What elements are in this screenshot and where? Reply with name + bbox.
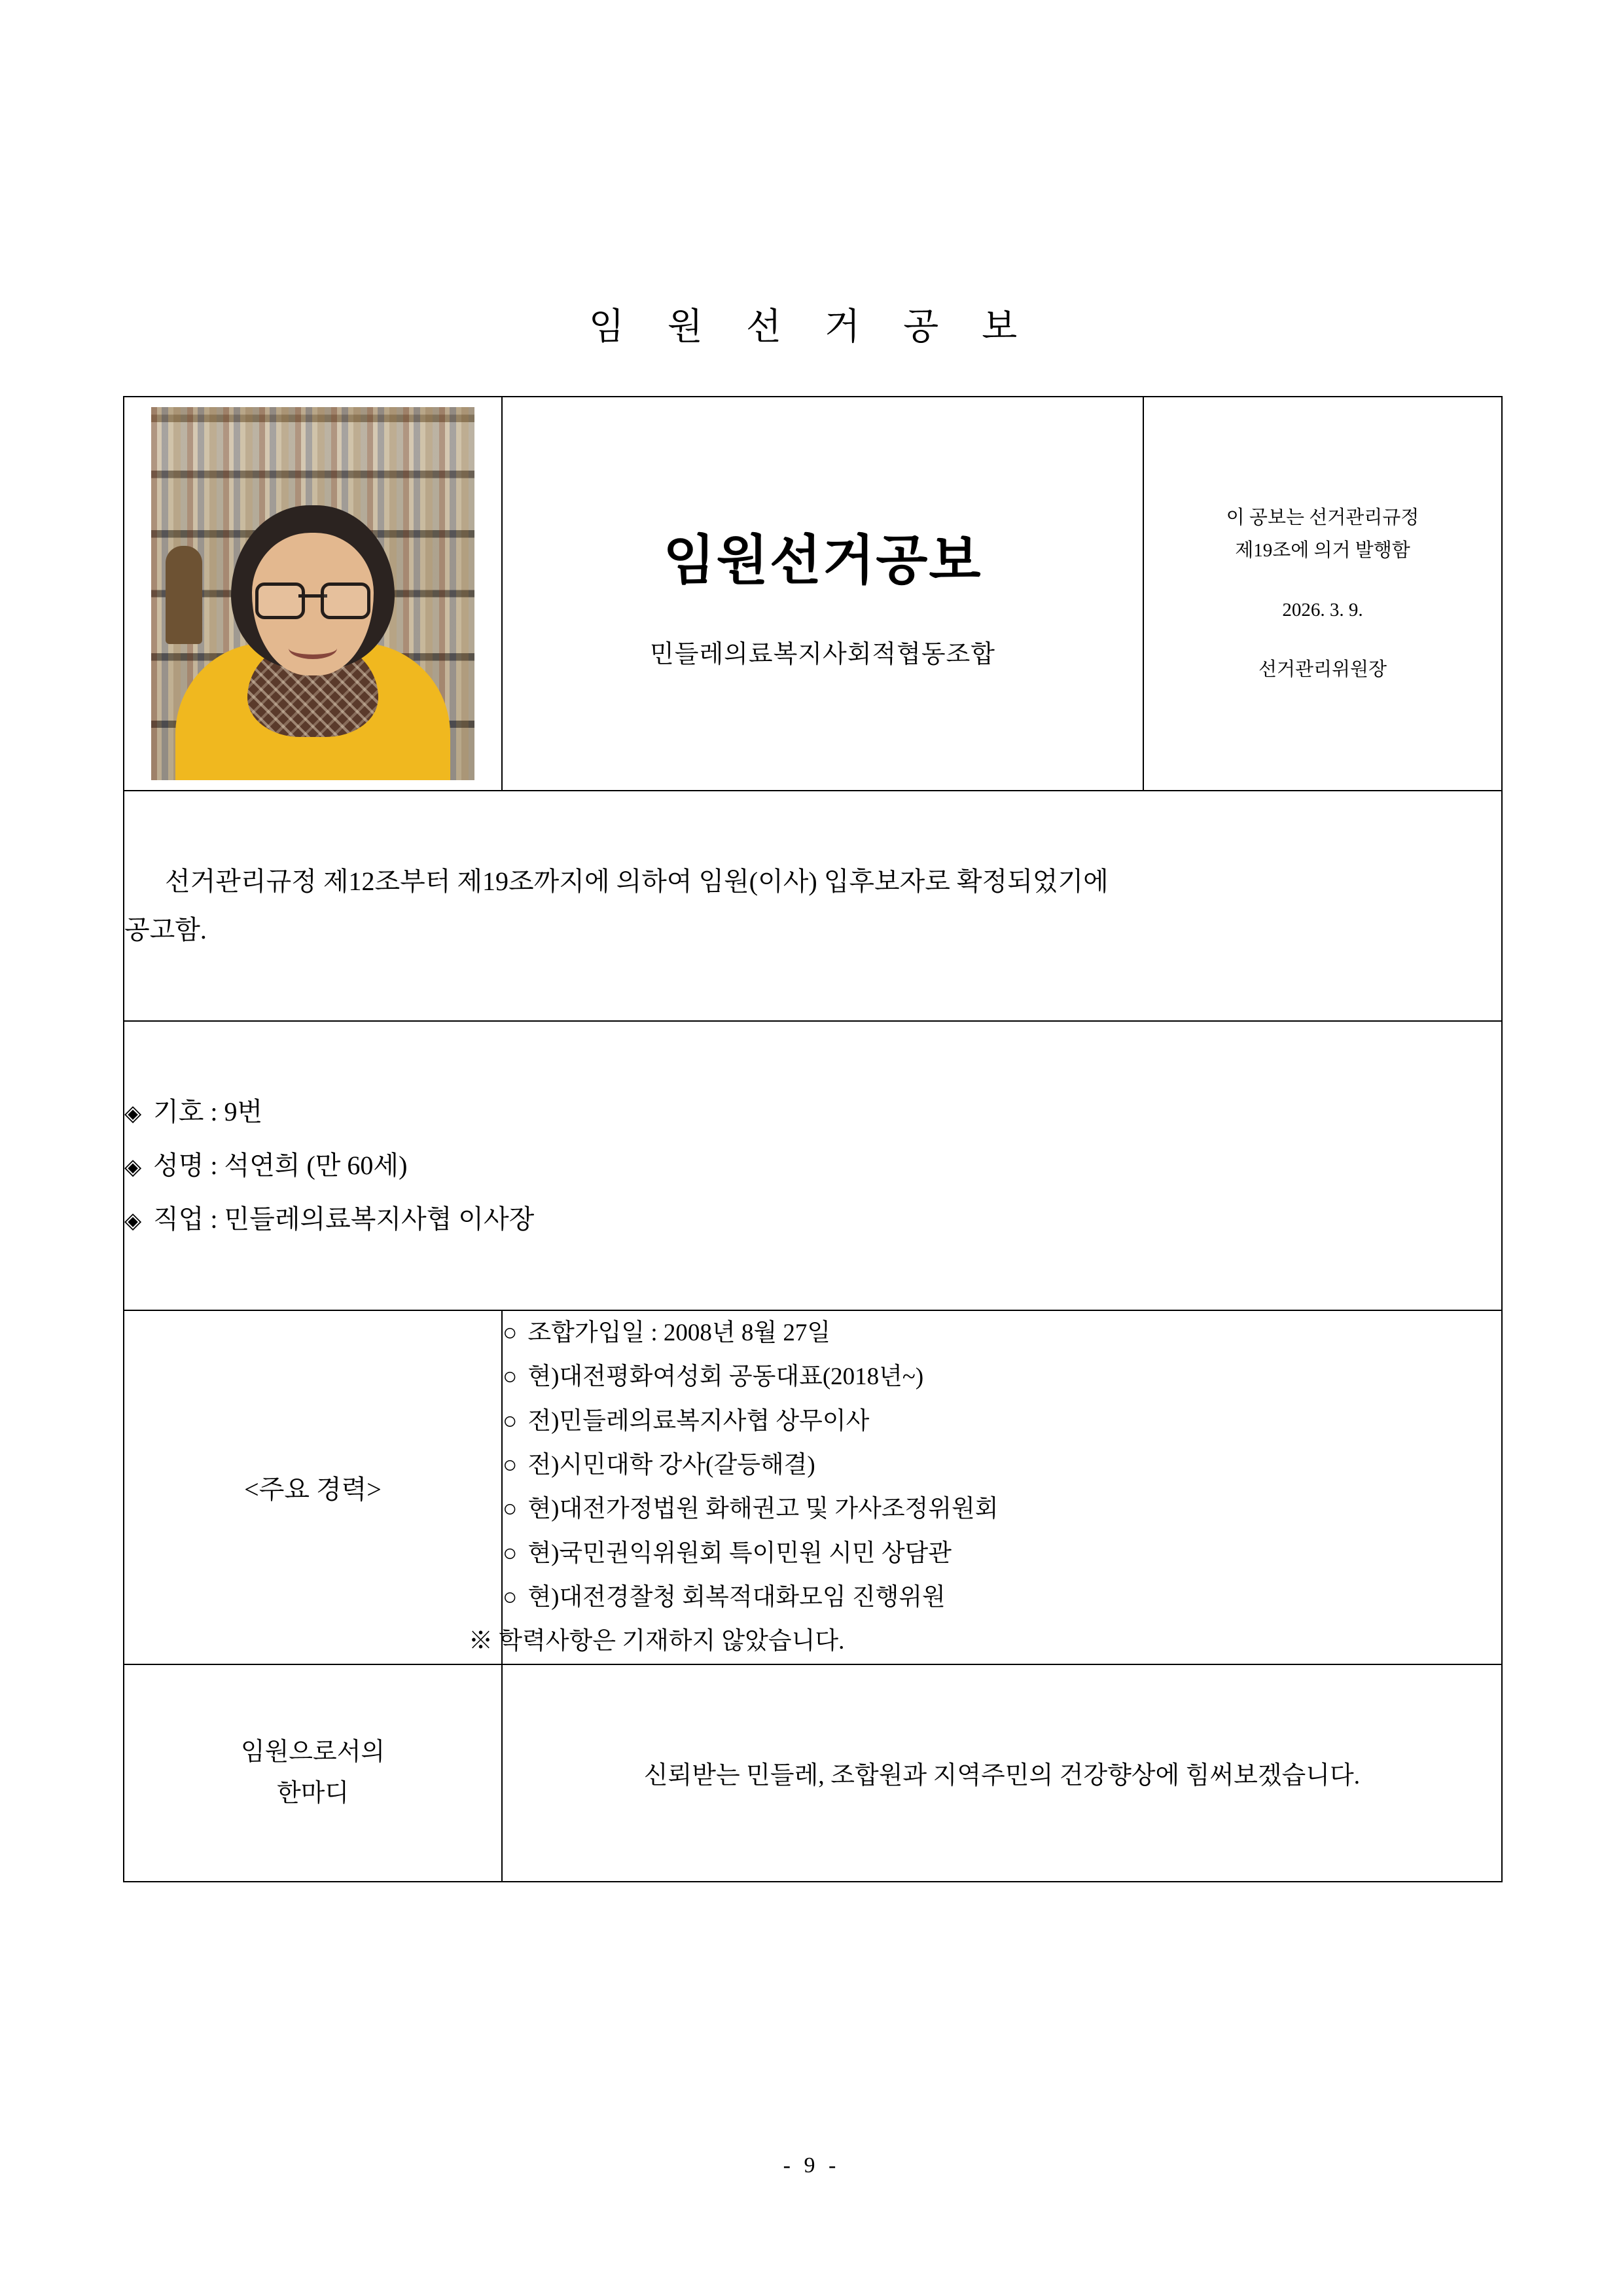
election-bulletin-table [123, 396, 1503, 1882]
bulletin-title: 임원선거공보 [663, 531, 982, 590]
list-item [503, 1532, 1501, 1575]
circle-bullet-icon: ○ [503, 1363, 518, 1391]
announcement-cell [124, 791, 1502, 1021]
candidate-photo [151, 407, 474, 780]
career-text: 전)민들레의료복지사협 상무이사 [527, 1407, 870, 1435]
table-row-message [124, 1664, 1502, 1882]
list-item [503, 1399, 1501, 1443]
message-label-line-1: 임원으로서의 [240, 1738, 385, 1766]
table-row-career [124, 1310, 1502, 1664]
organization-name: 민들레의료복지사회적협동조합 [650, 641, 995, 668]
notice-issuer: 선거관리위원장 [1258, 658, 1387, 680]
person-glasses-icon [255, 583, 370, 613]
career-body-cell [469, 1310, 1502, 1664]
message-label-line-2: 한마디 [276, 1779, 349, 1807]
candidate-job-row [124, 1204, 1501, 1235]
candidate-photo-cell [124, 397, 502, 791]
list-item [503, 1443, 1501, 1487]
career-text: 현)대전평화여성회 공동대표(2018년~) [527, 1363, 924, 1391]
circle-bullet-icon: ○ [503, 1539, 518, 1567]
candidate-name: 성명 : 석연희 (만 60세) [153, 1151, 408, 1180]
page-number: - 9 - [783, 2153, 840, 2178]
circle-bullet-icon: ○ [503, 1496, 518, 1523]
diamond-bullet-icon: ◈ [124, 1209, 142, 1233]
notice-line-2: 제19조에 의거 발행함 [1235, 540, 1410, 562]
masthead-title-cell [502, 397, 1143, 791]
message-body-cell: 신뢰받는 민들레, 조합원과 지역주민의 건강향상에 힘써보겠습니다. [502, 1664, 1502, 1882]
page-title: 임 원 선 거 공 보 [588, 307, 1035, 348]
notice-line-1: 이 공보는 선거관리규정 [1226, 507, 1419, 528]
career-text: 조합가입일 : 2008년 8월 27일 [527, 1319, 831, 1346]
list-item [503, 1311, 1501, 1355]
table-row-candidate-info [124, 1021, 1502, 1310]
diamond-bullet-icon: ◈ [124, 1155, 142, 1179]
statue-decoration-icon [166, 546, 202, 644]
candidate-info-cell [124, 1021, 1502, 1310]
candidate-job: 직업 : 민들레의료복지사협 이사장 [153, 1204, 535, 1234]
career-text: 현)국민권익위원회 특이민원 시민 상담관 [527, 1539, 952, 1567]
table-row-announcement [124, 791, 1502, 1021]
candidate-number-row [124, 1096, 1501, 1128]
list-item [503, 1575, 1501, 1619]
list-item [503, 1487, 1501, 1531]
career-label-cell: <주요 경력> [124, 1310, 502, 1664]
message-label-cell [124, 1664, 502, 1882]
circle-bullet-icon: ○ [503, 1451, 518, 1479]
notice-date: 2026. 3. 9. [1282, 600, 1363, 620]
person-smile-icon [289, 637, 337, 659]
career-text: 전)시민대학 강사(갈등해결) [527, 1451, 815, 1479]
issuance-notice-cell [1143, 397, 1502, 791]
circle-bullet-icon: ○ [503, 1583, 518, 1611]
circle-bullet-icon: ○ [503, 1319, 518, 1346]
candidate-name-row [124, 1150, 1501, 1181]
announcement-line-2: 공고함. [124, 915, 207, 944]
career-text: 현)대전가정법원 화해권고 및 가사조정위원회 [527, 1496, 999, 1523]
candidate-number: 기호 : 9번 [153, 1097, 263, 1126]
career-text: 현)대전경찰청 회복적대화모임 진행위원 [527, 1583, 946, 1611]
announcement-line-1: 선거관리규정 제12조부터 제19조까지에 의하여 임원(이사) 입후보자로 확정되었기에 [165, 867, 1109, 896]
list-item [503, 1355, 1501, 1399]
diamond-bullet-icon: ◈ [124, 1102, 142, 1126]
circle-bullet-icon: ○ [503, 1407, 518, 1435]
table-row-masthead [124, 397, 1502, 791]
career-note: ※ 학력사항은 기재하지 않았습니다. [469, 1628, 845, 1655]
